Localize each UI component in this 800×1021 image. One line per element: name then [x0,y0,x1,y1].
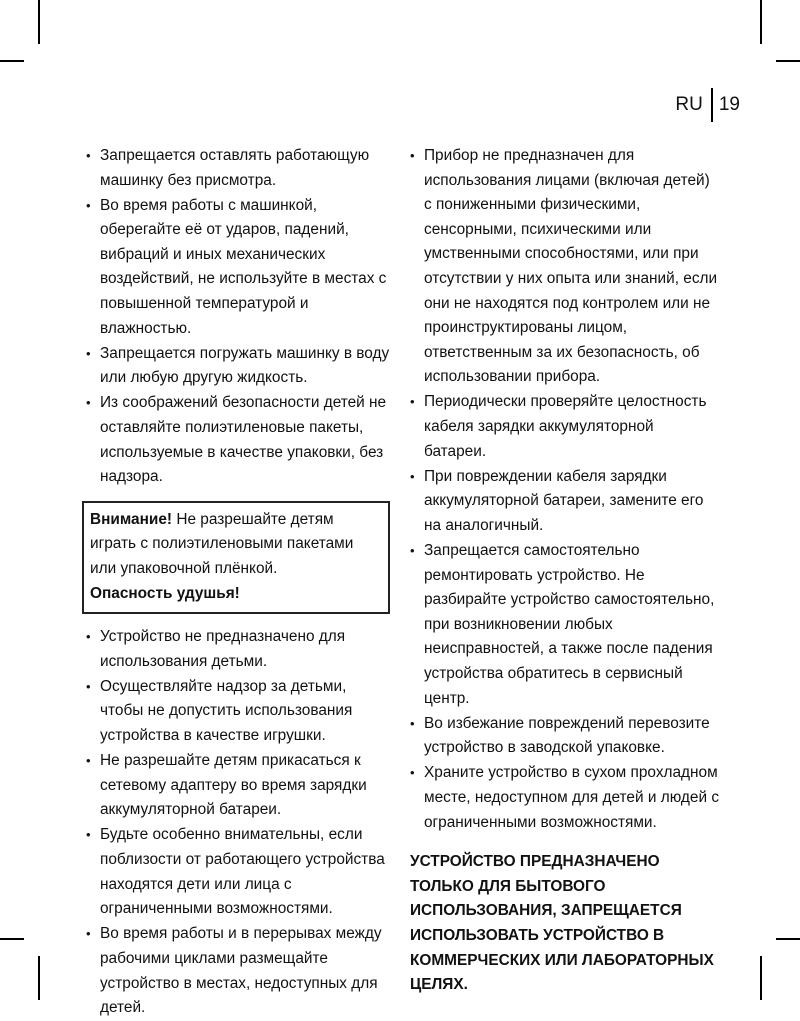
list-item: • Будьте особенно внимательны, если поблизости от работающего устройства находятся дети или лица с ограниченными возможностями. [86,823,391,921]
safety-list-right [410,144,720,835]
list-item: • Периодически проверяйте целостность кабеля зарядки аккумуляторной батареи. [410,390,720,464]
list-item: • Из соображений безопасности детей не оставляйте полиэтиленовые пакеты, используемые в качестве упаковки, без надзора. [86,391,391,489]
danger-text: Опасность удушья! [90,584,240,602]
warning-box [82,501,390,614]
list-item: • Запрещается оставлять работающую машинку без присмотра. [86,144,391,193]
warning-label: Внимание! [90,510,173,528]
page-number: 19 [718,94,740,115]
list-item: • Во время работы и в перерывах между рабочими циклами размещайте устройство в местах, недоступных для детей. [86,922,391,1020]
list-item: • Осуществляйте надзор за детьми, чтобы не допустить использования устройства в качестве игрушки. [86,675,391,749]
crop-mark-bottom-right-vertical [760,956,762,1000]
crop-mark-top-right-vertical [760,0,762,44]
list-item: • Запрещается самостоятельно ремонтировать устройство. Не разбирайте устройство самостоятельно, при возникновении любых неисправностей, а также после падения устройства обратитесь в сервисный центр. [410,539,720,711]
list-item: • Не разрешайте детям прикасаться к сетевому адаптеру во время зарядки аккумуляторной батареи. [86,749,391,823]
crop-mark-bottom-left-vertical [38,956,40,1000]
list-item: • Запрещается погружать машинку в воду или любую другую жидкость. [86,342,391,391]
right-column [410,144,720,998]
page-header [675,88,740,122]
crop-mark-top-left-horizontal [0,60,24,62]
safety-list-bottom [86,625,391,1021]
crop-mark-top-left-vertical [38,0,40,44]
crop-mark-bottom-left-horizontal [0,938,24,940]
list-item: • Во избежание повреждений перевозите устройство в заводской упаковке. [410,712,720,761]
language-code: RU [675,94,703,115]
warning-text: Не разрешайте детям играть с полиэтиленовыми пакетами или упаковочной плёнкой. [90,510,354,577]
list-item: • Прибор не предназначен для использования лицами (включая детей) с пониженными физическими, сенсорными, психическими или умственными способностями, или при отсутствии у них опыта или знаний, если они не находятся под контролем или не проинструктированы лицом, ответственным за их безопасность, об использовании прибора. [410,144,720,390]
household-use-notice: УСТРОЙСТВО ПРЕДНАЗНАЧЕНО ТОЛЬКО ДЛЯ БЫТОВОГО ИСПОЛЬЗОВАНИЯ, ЗАПРЕЩАЕТСЯ ИСПОЛЬЗОВАТЬ УСТРОЙСТВО В КОММЕРЧЕСКИХ ИЛИ ЛАБОРАТОРНЫХ ЦЕЛЯХ. [410,853,714,994]
left-column [86,144,391,1021]
list-item: • Храните устройство в сухом прохладном месте, недоступном для детей и людей с ограниченными возможностями. [410,761,720,835]
list-item: • При повреждении кабеля зарядки аккумуляторной батареи, замените его на аналогичный. [410,465,720,539]
crop-mark-bottom-right-horizontal [776,938,800,940]
list-item: • Во время работы с машинкой, оберегайте её от ударов, падений, вибраций и иных механических воздействий, не используйте в местах с повышенной температурой и влажностью. [86,194,391,342]
safety-list-top [86,144,391,490]
list-item: • Устройство не предназначено для использования детьми. [86,625,391,674]
crop-mark-top-right-horizontal [776,60,800,62]
